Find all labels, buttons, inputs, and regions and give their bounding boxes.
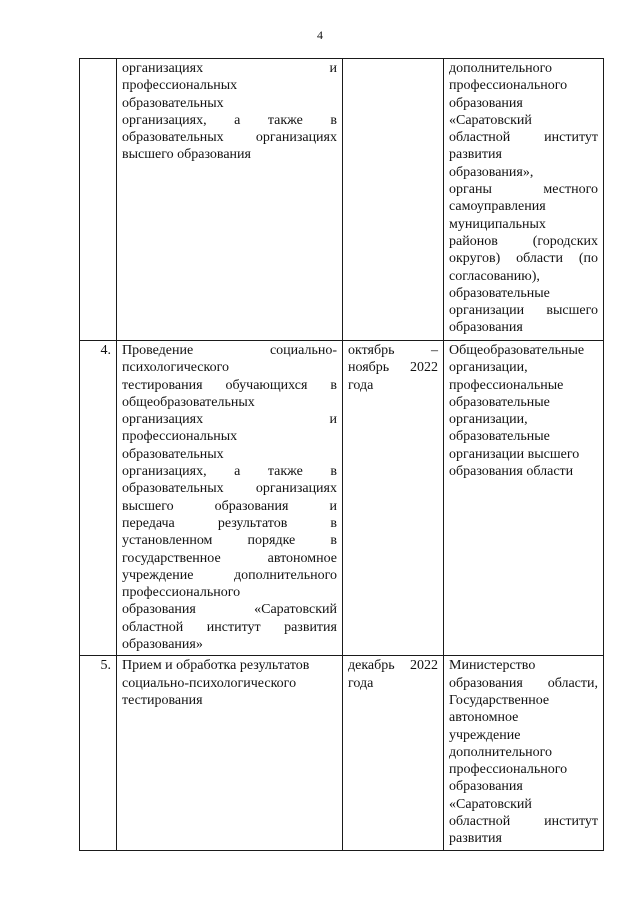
cell-text-line: профессионального: [449, 78, 568, 94]
cell-text-line: профессионального: [449, 762, 568, 778]
term-cell: [343, 656, 444, 850]
cell-text-line: профессиональные: [449, 377, 564, 393]
cell-text-line: профессионального: [122, 585, 241, 601]
cell-text-line: «Саратовский: [449, 112, 532, 128]
cell-text-line: профессиональных: [122, 78, 238, 94]
cell-text-line: районов (городских: [449, 233, 598, 249]
cell-text-line: образования»: [122, 637, 203, 653]
executor-cell: [444, 656, 604, 850]
cell-text-line: образования области: [449, 464, 574, 480]
cell-text-line: Общеобразовательные: [449, 343, 585, 358]
cell-text-line: года: [348, 377, 374, 393]
cell-text-line: психологического: [122, 360, 230, 376]
cell-text-line: Государственное: [449, 692, 550, 708]
row-number-cell: [80, 59, 117, 341]
cell-text-line: областной институт: [449, 130, 598, 146]
table-row: [80, 59, 604, 341]
cell-text-line: организациях, а также в: [122, 112, 337, 128]
cell-text-line: Прием и обработка результатов: [122, 658, 310, 674]
cell-text-line: тестирования обучающихся в: [122, 377, 337, 393]
cell-text-line: организациях и: [122, 61, 337, 76]
cell-text-line: Министерство: [449, 658, 536, 674]
cell-text-line: октябрь –: [348, 343, 438, 358]
cell-text-line: декабрь 2022: [348, 658, 438, 674]
cell-text-line: организации высшего: [449, 303, 598, 319]
term-cell: [343, 59, 444, 341]
cell-text-line: самоуправления: [449, 199, 546, 215]
cell-text-line: образовательные: [449, 394, 550, 410]
cell-text-line: передача результатов в: [122, 515, 337, 531]
term-cell: [343, 341, 444, 656]
cell-text-line: органы местного: [449, 182, 598, 198]
cell-text-line: образовательных организациях: [122, 130, 337, 146]
cell-text-line: организациях и: [122, 412, 337, 428]
cell-text-line: организации,: [449, 412, 528, 428]
cell-text-line: дополнительного: [449, 744, 552, 760]
cell-text-line: образования»,: [449, 164, 534, 180]
cell-text-line: Проведение социально-: [122, 343, 337, 358]
cell-text-line: высшего образования: [122, 147, 251, 163]
cell-text-line: образовательные: [449, 429, 550, 445]
cell-text-line: образования области,: [449, 675, 598, 691]
cell-text-line: согласованию),: [449, 268, 540, 284]
cell-text-line: профессиональных: [122, 429, 238, 445]
table-row: [80, 656, 604, 850]
cell-text-line: организациях, а также в: [122, 464, 337, 480]
executor-cell: [444, 341, 604, 656]
event-cell: [117, 59, 343, 341]
cell-text-line: государственное автономное: [122, 550, 337, 566]
cell-text-line: развития: [449, 831, 502, 847]
table-row: [80, 341, 604, 656]
cell-text-line: образования: [449, 320, 523, 336]
cell-text-line: дополнительного: [449, 61, 552, 76]
cell-text-line: автономное: [449, 710, 519, 726]
event-cell: [117, 656, 343, 850]
cell-text-line: общеобразовательных: [122, 394, 255, 410]
cell-text-line: областной институт: [449, 814, 598, 830]
events-table: [79, 58, 604, 851]
row-number-cell: 4.: [80, 341, 117, 656]
executor-cell: [444, 59, 604, 341]
cell-text-line: развития: [449, 147, 502, 163]
event-cell: [117, 341, 343, 656]
cell-text-line: муниципальных: [449, 216, 546, 232]
cell-text-line: года: [348, 675, 374, 691]
cell-text-line: образования «Саратовский: [122, 602, 337, 618]
cell-text-line: образовательные: [449, 285, 550, 301]
cell-text-line: образования: [449, 95, 523, 111]
cell-text-line: тестирования: [122, 692, 203, 708]
cell-text-line: организации высшего: [449, 446, 580, 462]
cell-text-line: образовательных организациях: [122, 481, 337, 497]
cell-text-line: образования: [449, 779, 523, 795]
cell-text-line: социально-психологического: [122, 675, 297, 691]
cell-text-line: установленном порядке в: [122, 533, 337, 549]
row-number-cell: 5.: [80, 656, 117, 850]
cell-text-line: учреждение: [449, 727, 521, 743]
cell-text-line: образовательных: [122, 95, 224, 111]
cell-text-line: организации,: [449, 360, 528, 376]
cell-text-line: высшего образования и: [122, 498, 337, 514]
cell-text-line: округов) области (по: [449, 251, 598, 267]
cell-text-line: учреждение дополнительного: [122, 567, 337, 583]
page-number: 4: [317, 28, 323, 42]
cell-text-line: ноябрь 2022: [348, 360, 438, 376]
cell-text-line: областной институт развития: [122, 619, 337, 635]
cell-text-line: «Саратовский: [449, 796, 532, 812]
cell-text-line: образовательных: [122, 446, 224, 462]
